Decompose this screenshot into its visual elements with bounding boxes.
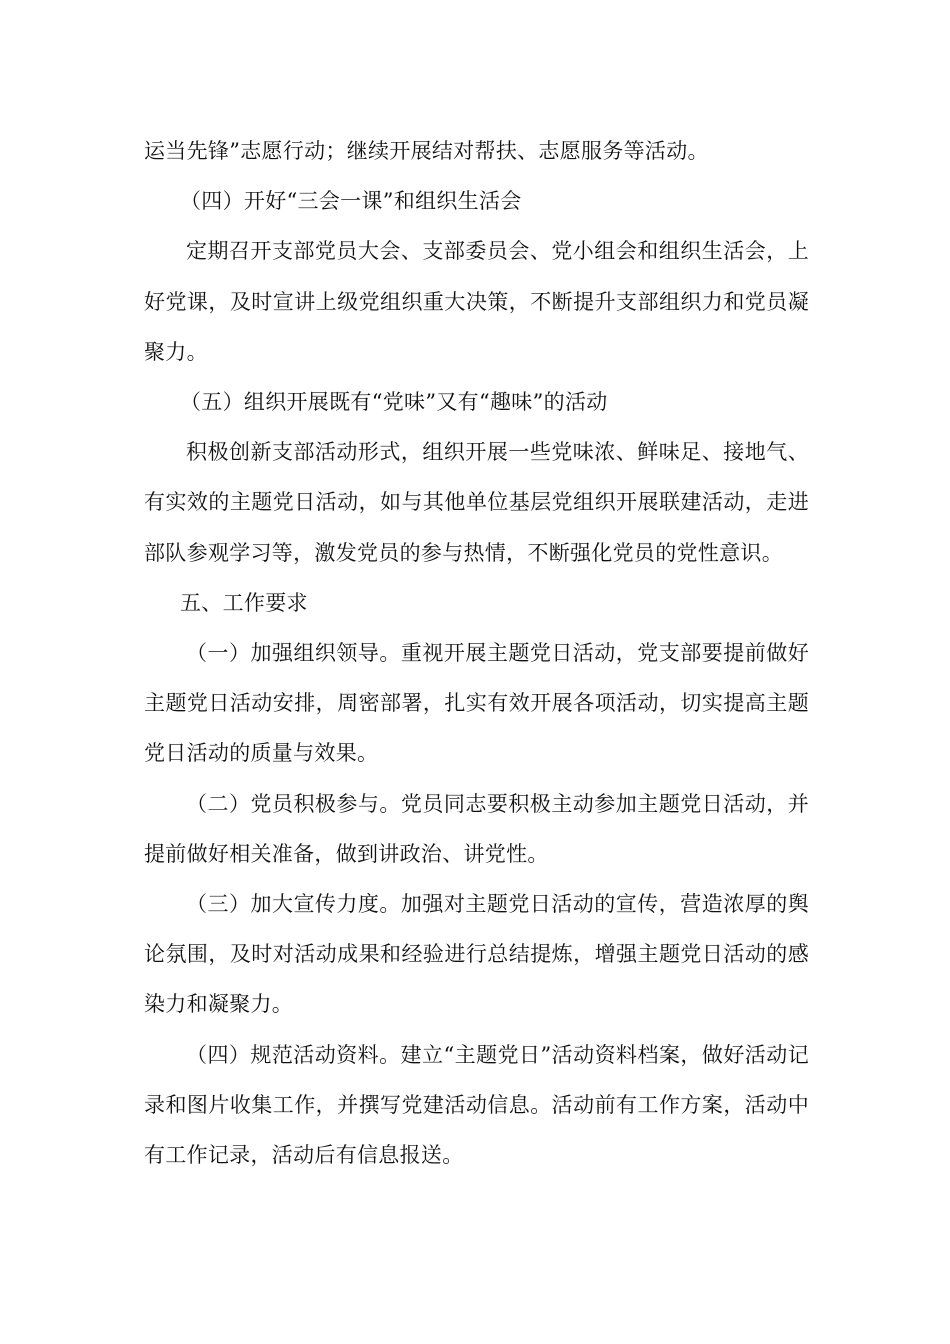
requirement-three-paragraph: （三）加大宣传力度。加强对主题党日活动的宣传，营造浓厚的舆论氛围，及时对活动成果和经验进行总结提炼，增强主题党日活动的感染力和凝聚力。 (144, 892, 809, 1017)
document-body (144, 126, 809, 1180)
requirement-two-paragraph: （二）党员积极参与。党员同志要积极主动参加主题党日活动，并提前做好相关准备，做到讲政治、讲党性。 (144, 791, 809, 866)
requirement-one-paragraph: （一）加强组织领导。重视开展主题党日活动，党支部要提前做好主题党日活动安排，周密部署，扎实有效开展各项活动，切实提高主题党日活动的质量与效果。 (144, 641, 809, 766)
section-five-heading: （五）组织开展既有“党味”又有“趣味”的活动 (180, 390, 608, 415)
chapter-five-title: 五、工作要求 (180, 590, 308, 615)
continuation-paragraph: 运当先锋”志愿行动；继续开展结对帮扶、志愿服务等活动。 (144, 139, 709, 163)
requirement-four-paragraph: （四）规范活动资料。建立“主题党日”活动资料档案，做好活动记录和图片收集工作，并撰写党建活动信息。活动前有工作方案，活动中有工作记录，活动后有信息报送。 (144, 1042, 809, 1168)
section-four-paragraph: 定期召开支部党员大会、支部委员会、党小组会和组织生活会，上好党课，及时宣讲上级党组织重大决策，不断提升支部组织力和党员凝聚力。 (144, 239, 809, 364)
section-four-heading: （四）开好“三会一课”和组织生活会 (180, 189, 522, 214)
section-five-paragraph: 积极创新支部活动形式，组织开展一些党味浓、鲜味足、接地气、有实效的主题党日活动，如与其他单位基层党组织开展联建活动，走进部队参观学习等，激发党员的参与热情，不断强化党员的党性意识。 (144, 440, 809, 565)
